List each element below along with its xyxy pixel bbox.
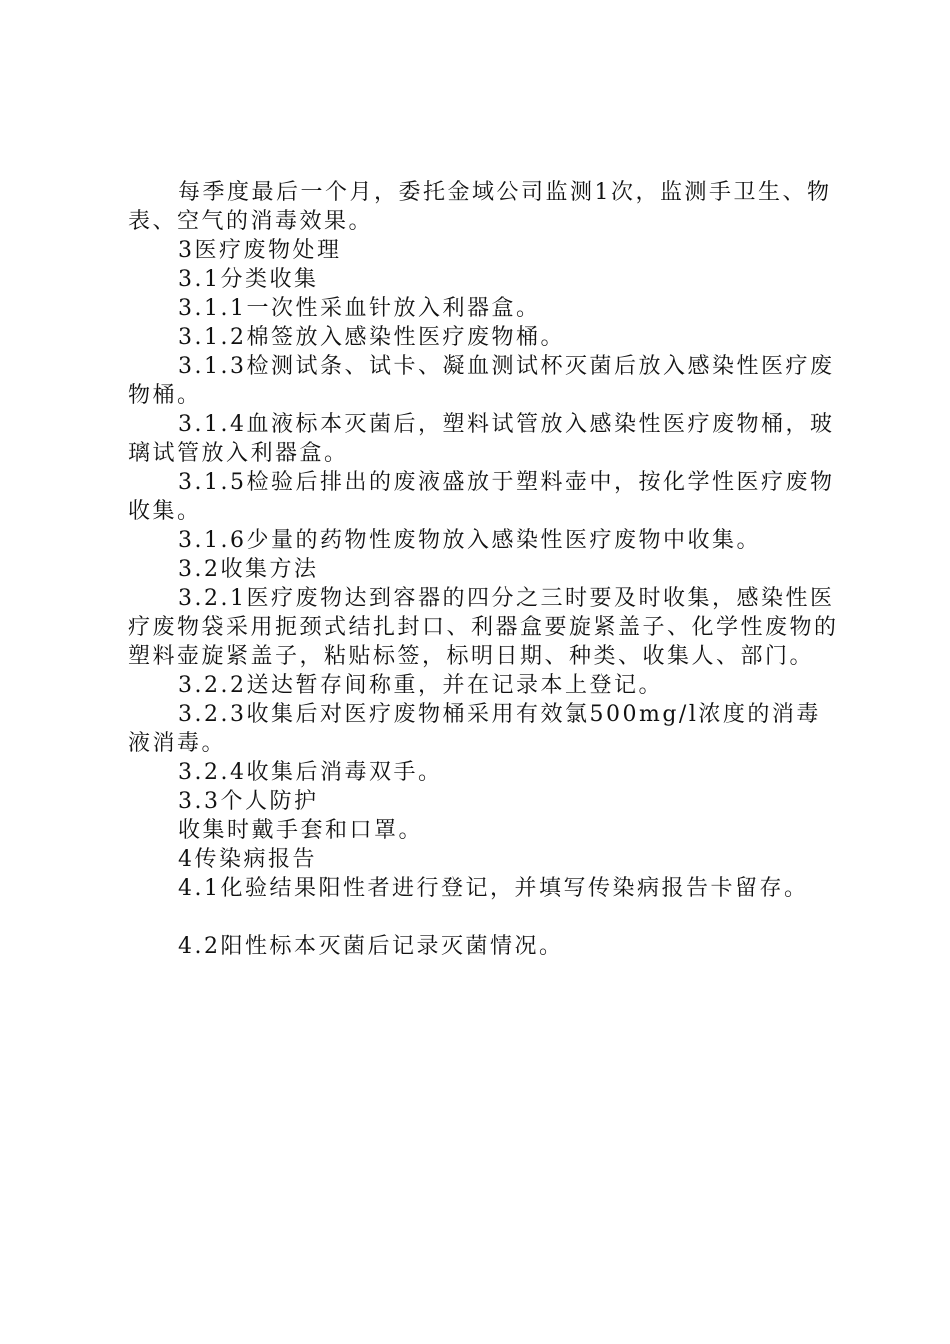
document-body bbox=[128, 178, 844, 961]
heading-collection-method: 3.2收集方法 bbox=[178, 557, 319, 582]
paragraph-3-1-2: 3.1.2棉签放入感染性医疗废物桶。 bbox=[178, 325, 565, 350]
paragraph-monitoring: 每季度最后一个月，委托金域公司监测1次，监测手卫生、物表、空气的消毒效果。 bbox=[128, 180, 832, 234]
paragraph-3-1-3: 3.1.3检测试条、试卡、凝血测试杯灭菌后放入感染性医疗废物桶。 bbox=[128, 354, 835, 408]
paragraph-3-1-1: 3.1.1一次性采血针放入利器盒。 bbox=[178, 296, 541, 321]
paragraph-3-1-5: 3.1.5检验后排出的废液盛放于塑料壶中，按化学性医疗废物收集。 bbox=[128, 470, 835, 524]
paragraph-3-1-6: 3.1.6少量的药物性废物放入感染性医疗废物中收集。 bbox=[178, 528, 761, 553]
paragraph-3-2-3: 3.2.3收集后对医疗废物桶采用有效氯500mg/l浓度的消毒液消毒。 bbox=[128, 702, 821, 756]
heading-personal-protection: 3.3个人防护 bbox=[178, 789, 319, 814]
paragraph-3-2-1: 3.2.1医疗废物达到容器的四分之三时要及时收集，感染性医疗废物袋采用扼颈式结扎封口、利器盒要旋紧盖子、化学性废物的塑料壶旋紧盖子，粘贴标签，标明日期、种类、收集人、部门。 bbox=[128, 586, 839, 669]
heading-infectious-disease-report: 4传染病报告 bbox=[178, 847, 317, 872]
paragraph-3-1-4: 3.1.4血液标本灭菌后，塑料试管放入感染性医疗废物桶，玻璃试管放入利器盒。 bbox=[128, 412, 835, 466]
paragraph-4-1: 4.1化验结果阳性者进行登记，并填写传染病报告卡留存。 bbox=[178, 876, 809, 901]
paragraph-3-2-2: 3.2.2送达暂存间称重，并在记录本上登记。 bbox=[178, 673, 663, 698]
heading-medical-waste: 3医疗废物处理 bbox=[178, 238, 342, 263]
paragraph-protection: 收集时戴手套和口罩。 bbox=[178, 818, 424, 843]
paragraph-3-2-4: 3.2.4收集后消毒双手。 bbox=[178, 760, 443, 785]
heading-classification: 3.1分类收集 bbox=[178, 267, 319, 292]
paragraph-4-2: 4.2阳性标本灭菌后记录灭菌情况。 bbox=[178, 934, 564, 959]
